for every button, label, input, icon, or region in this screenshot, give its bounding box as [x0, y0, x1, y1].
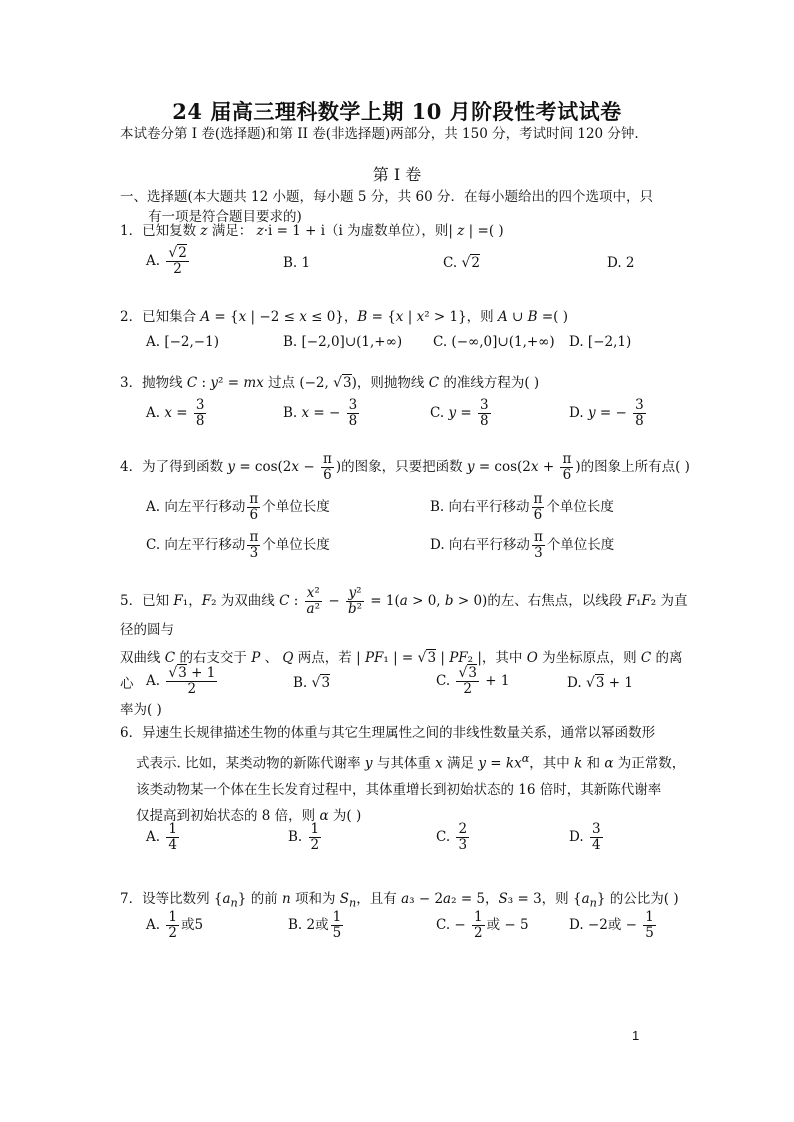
question-7: 7．设等比数列 $\{a_n\}$ 的前 n 项和为 $S_n$，且有 a₃ − 2a₂ = 5，S₃ = 3，则 $\{a_n\}$ 的公比为( ) — [120, 891, 679, 910]
option-a[interactable]: A. x = $\frac{3}{8}$ — [146, 397, 205, 429]
option-a[interactable]: A. $\frac{1}{4}$ — [146, 821, 177, 853]
option-c[interactable]: C. √2 — [443, 255, 480, 271]
option-c[interactable]: C. y = $\frac{3}{8}$ — [430, 397, 489, 429]
question-6-line2: 式表示. 比如，某类动物的新陈代谢率 y 与其体重 x 满足 $y = kx^\alpha$，其中 k 和 α 为正常数， — [136, 752, 686, 772]
section-heading-line2: 有一项是符合题目要求的) — [148, 209, 302, 225]
option-d[interactable]: D. y = − $\frac{3}{8}$ — [569, 397, 644, 429]
option-b[interactable]: B. $\frac{1}{2}$ — [288, 821, 320, 853]
option-a[interactable]: A. $\frac{√2}{2}$ — [146, 245, 187, 278]
option-a[interactable]: A. $\frac{√3 + 1}{2}$ — [146, 665, 216, 698]
option-d[interactable]: D. 向右平行移动 $\frac{\pi}{3}$ 个单位长度 — [430, 529, 615, 561]
question-5 — [120, 586, 690, 723]
option-d[interactable]: D. 2 — [607, 255, 635, 271]
question-6-line3: 该类动物某一个体在生长发育过程中，其体重增长到初始状态的 16 倍时，其新陈代谢率 — [136, 781, 662, 798]
section-heading-line1: 一、选择题(本大题共 12 小题，每小题 5 分，共 60 分．在每小题给出的四个选项中，只 — [120, 189, 653, 205]
question-1: 1．已知复数 z 满足： z·i = 1 + i（i 为虚数单位），则| z | =( ) — [120, 223, 504, 239]
option-d[interactable]: D. $\frac{3}{4}$ — [569, 821, 601, 853]
option-a[interactable]: A. 向左平行移动 $\frac{\pi}{6}$ 个单位长度 — [146, 491, 330, 523]
option-b[interactable]: B. 向右平行移动 $\frac{\pi}{6}$ 个单位长度 — [430, 491, 614, 523]
option-c[interactable]: C. − $\frac{1}{2}$ 或 − 5 — [436, 909, 529, 941]
question-6-line4: 仅提高到初始状态的 8 倍，则 α 为( ) — [136, 807, 362, 824]
option-b[interactable]: B. 1 — [283, 255, 311, 271]
option-c[interactable]: C. $\frac{2}{3}$ — [436, 821, 468, 853]
option-c[interactable]: C. 向左平行移动 $\frac{\pi}{3}$ 个单位长度 — [146, 529, 330, 561]
option-a[interactable]: A. [−2,−1) — [146, 334, 219, 350]
question-5-line2: 双曲线 C 的右支交于 P 、 Q 两点，若 | PF₁ | = √3 | PF₂ |，其中 O 为坐标原点，则 C 的离心 — [120, 649, 683, 692]
question-2: 2．已知集合 A = {x | −2 ≤ x ≤ 0}，B = {x | x² > 1}，则 A ∪ B =( ) — [120, 309, 568, 325]
option-b[interactable]: B. [−2,0]∪(1,+∞) — [283, 334, 403, 350]
question-3: 3．抛物线 C : y² = mx 过点 (−2, √3)，则抛物线 C 的准线方程为( ) — [120, 375, 540, 391]
option-a[interactable]: A. $\frac{1}{2}$ 或5 — [146, 909, 204, 941]
option-b[interactable]: B. √3 — [293, 675, 331, 691]
exam-intro: 本试卷分第 I 卷(选择题)和第 II 卷(非选择题)两部分，共 150 分，考试时间 120 分钟. — [120, 126, 639, 142]
option-b[interactable]: B. x = − $\frac{3}{8}$ — [283, 397, 358, 429]
option-d[interactable]: D. √3 + 1 — [567, 675, 633, 691]
option-b[interactable]: B. 2或 $\frac{1}{5}$ — [288, 909, 342, 941]
question-6 — [120, 720, 690, 829]
exam-title: 24 届高三理科数学上期 10 月阶段性考试试卷 — [172, 99, 622, 124]
option-d[interactable]: D. [−2,1) — [569, 334, 632, 350]
question-5-line1: 5．已知 F₁，F₂ 为双曲线 C : $\frac{\text{x²}}{\text{a²}}$ − $\frac{\text{y²}}{\text{b²}}$ = 1(a > 0, b > 0)的左、右焦点，以线段 F₁F₂ 为直径的圆与 — [120, 585, 688, 638]
option-c[interactable]: C. (−∞,0]∪(1,+∞) — [433, 334, 555, 350]
option-c[interactable]: C. $\frac{√3}{2}$ + 1 — [436, 665, 510, 698]
question-6-line1: 6．异速生长规律描述生物的体重与其它生理属性之间的非线性数量关系，通常以幂函数形 — [120, 725, 656, 741]
page-number: 1 — [632, 1028, 640, 1043]
question-4: 4．为了得到函数 y = cos(2x − $\frac{\pi}{6}$ )的图象，只要把函数 y = cos(2x + $\frac{\pi}{6}$ )的图象上所有点( ) — [120, 451, 690, 483]
option-d[interactable]: D. −2或 − $\frac{1}{5}$ — [569, 909, 654, 941]
question-5-line3: 率为( ) — [120, 701, 162, 718]
part-heading: 第 I 卷 — [372, 165, 422, 184]
